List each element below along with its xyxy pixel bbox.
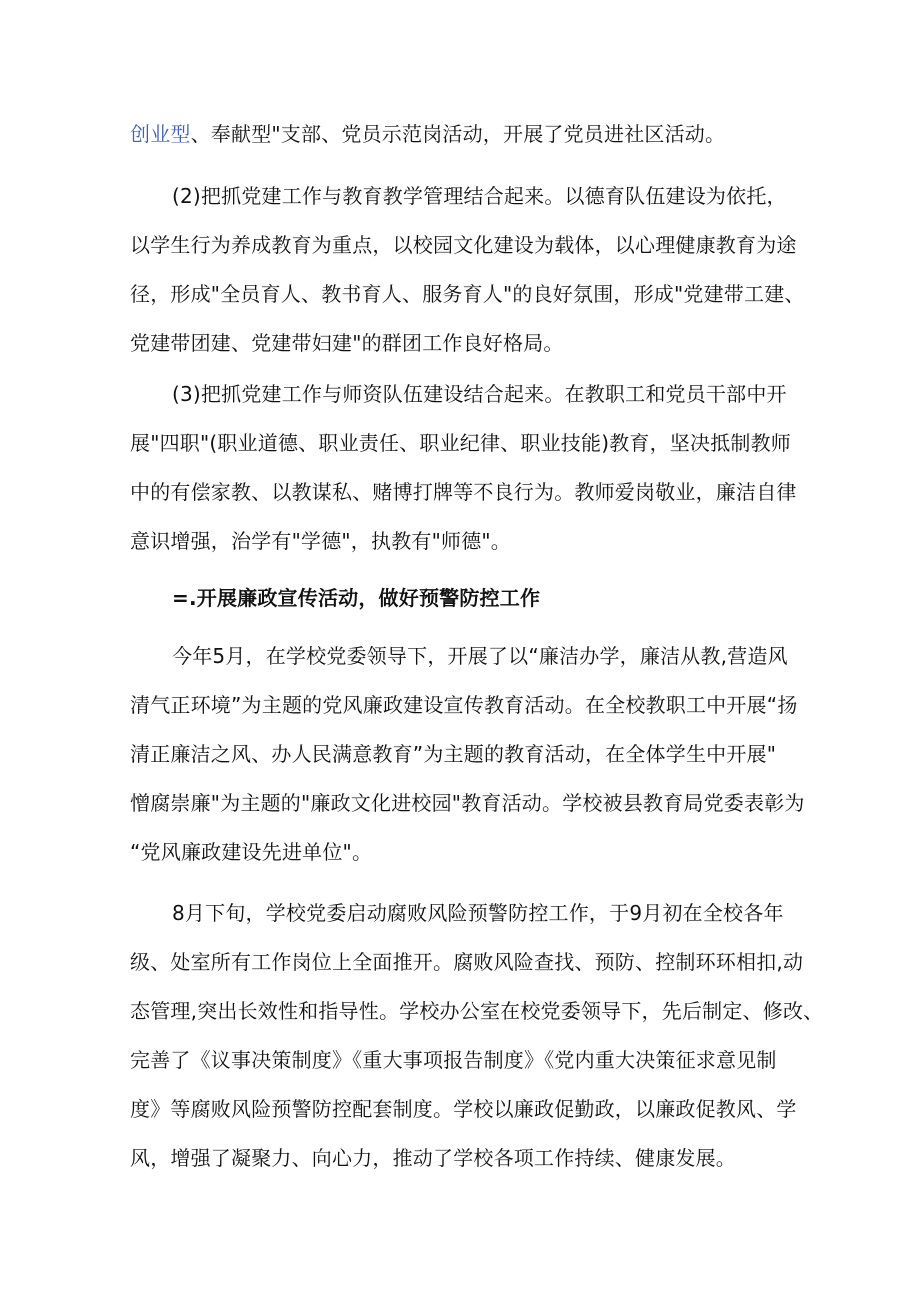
paragraph-line: 8月下旬，学校党委启动腐败风险预警防控工作，于9月初在全校各年	[172, 901, 784, 925]
paragraph-line: 完善了《议事决策制度》《重大事项报告制度》《党内重大决策征求意见制	[130, 1048, 777, 1072]
heading-text: =.开展廉政宣传活动，做好预警防控工作	[172, 586, 541, 610]
paragraph-4	[130, 632, 805, 877]
highlighted-term: 创业型	[130, 122, 191, 146]
paragraph-line: 今年5月，在学校党委领导下，开展了以“廉洁办学，廉洁从教,营造风	[172, 644, 788, 668]
paragraph-line: 创业型、奉献型"支部、党员示范岗活动，开展了党员进社区活动。	[130, 122, 726, 146]
paragraph-line: 憎腐崇廉"为主题的"廉政文化进校园"教育活动。学校被县教育局党委表彰为	[130, 791, 805, 815]
paragraph-1	[130, 110, 800, 159]
paragraph-3	[130, 370, 800, 566]
paragraph-line: (3)把抓党建工作与师资队伍建设结合起来。在教职工和党员干部中开	[172, 382, 787, 406]
paragraph-line: 清正廉洁之风、办人民满意教育”为主题的教育活动，在全体学生中开展"	[130, 742, 777, 766]
paragraph-line: 以学生行为养成教育为重点，以校园文化建设为载体，以心理健康教育为途	[130, 233, 797, 257]
paragraph-line: 中的有偿家教、以教谋私、赌博打牌等不良行为。教师爱岗敬业，廉洁自律	[130, 480, 797, 504]
paragraph-line: 风，增强了凝聚力、向心力，推动了学校各项工作持续、健康发展。	[130, 1146, 736, 1170]
paragraph-line: 党建带团建、党建带妇建"的群团工作良好格局。	[130, 331, 564, 355]
paragraph-2	[130, 172, 805, 368]
paragraph-line: 态管理,突出长效性和指导性。学校办公室在校党委领导下，先后制定、修改、	[130, 999, 824, 1023]
paragraph-line: 清气正环境”为主题的党风廉政建设宣传教育活动。在全校教职工中开展“扬	[130, 693, 798, 717]
paragraph-line: 度》等腐败风险预警防控配套制度。学校以廉政促勤政，以廉政促教风、学	[130, 1097, 797, 1121]
paragraph-line: “党风廉政建设先进单位"。	[130, 840, 373, 864]
paragraph-line: 径，形成"全员育人、教书育人、服务育人"的良好氛围，形成"党建带工建、	[130, 282, 805, 306]
paragraph-line: 级、处室所有工作岗位上全面推开。腐败风险查找、预防、控制环环相扣,动	[130, 950, 804, 974]
paragraph-line: (2)把抓党建工作与教育教学管理结合起来。以德育队伍建设为依托，	[172, 184, 787, 208]
paragraph-5	[130, 889, 824, 1183]
section-heading	[130, 574, 800, 623]
paragraph-line: 意识增强，治学有"学德"，执教有"师德"。	[130, 529, 511, 553]
paragraph-line: 展"四职"(职业道德、职业责任、职业纪律、职业技能)教育，坚决抵制教师	[130, 431, 792, 455]
